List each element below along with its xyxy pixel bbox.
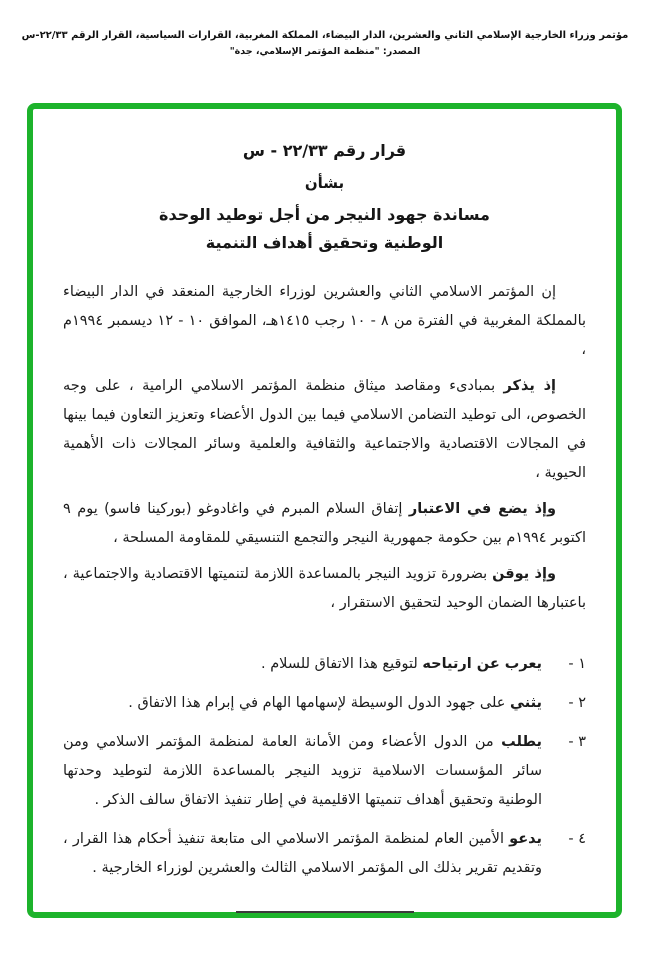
clause-text [63, 728, 542, 815]
paragraph-text: إن المؤتمر الاسلامي الثاني والعشرين لوزراء الخارجية المنعقد في الدار البيضاء بالمملكة المغربية في الفترة من ٨ - ١٠ رجب ١٤١٥هـ، الموافق ١٠ - ١٢ ديسمبر ١٩٩٤م ، [63, 284, 587, 358]
paragraph-text: بضرورة تزويد النيجر بالمساعدة اللازمة لتنميتها الاقتصادية والاجتماعية ، باعتبارها الضمان الوحيد لتحقيق الاستقرار ، [63, 566, 586, 611]
paragraph-text: إتفاق السلام المبرم في واغادوغو (بوركينا فاسو) يوم ٩ اكتوبر ١٩٩٤م بين حكومة جمهورية النيجر والتجمع التنسيقي للمقاومة المسلحة ، [63, 501, 586, 546]
paragraph-text: بمبادىء ومقاصد ميثاق منظمة المؤتمر الاسلامي الرامية ، على وجه الخصوص، الى توطيد التضامن الاسلامي فيما بين الدول الأعضاء وتعزيز التعاون فيما بينها في المجالات الاقتصادية والاجتماعية والثقافية والعلمية وسائر المجالات ذات الأهمية الحيوية ، [63, 378, 586, 481]
clause-item [63, 728, 586, 815]
clause-number: ٢ - [568, 695, 586, 711]
clause-item [63, 650, 586, 679]
clause-number: ٤ - [568, 831, 586, 847]
clause-body: الأمين العام لمنظمة المؤتمر الاسلامي الى متابعة تنفيذ أحكام هذا القرار ، وتقديم تقرير بذلك الى المؤتمر الاسلامي الثالث والعشرين لوزراء الخارجية . [63, 831, 542, 876]
preamble-paragraph [63, 560, 586, 618]
resolution-subject-label: بشأن [304, 174, 345, 192]
resolution-title-block [63, 141, 586, 252]
clause-body: من الدول الأعضاء ومن الأمانة العامة لمنظمة المؤتمر الاسلامي ومن سائر المؤسسات الاسلامية تزويد النيجر بالمساعدة اللازمة لتوطيد وحدتها الوطنية وتحقيق أهداف تنميتها الاقليمية في إطار تنفيذ الاتفاق سالف الذكر . [63, 734, 542, 808]
paragraph-lead: إذ يذكر [503, 378, 557, 394]
header-source-line: المصدر: "منظمة المؤتمر الإسلامي، جدة" [229, 46, 421, 57]
clause-text [63, 650, 542, 679]
resolution-content [33, 109, 616, 912]
document-source-header [0, 30, 650, 57]
clause-body: على جهود الدول الوسيطة لإسهامها الهام في إبرام هذا الاتفاق . [128, 695, 511, 711]
paragraph-lead: وإذ يضع في الاعتبار [408, 501, 556, 517]
clause-lead: يدعو [509, 831, 542, 847]
clause-body: لتوقيع هذا الاتفاق للسلام . [260, 656, 423, 672]
end-of-document-divider [236, 911, 414, 913]
paragraph-lead: وإذ يوقن [492, 566, 556, 582]
clause-number: ٣ - [568, 734, 586, 750]
resolution-preamble [63, 278, 586, 618]
resolution-number-title: قرار رقم ٢٢/٣٣ - س [242, 141, 407, 160]
clause-item [63, 825, 586, 883]
preamble-paragraph [63, 372, 586, 488]
preamble-paragraph [63, 278, 586, 365]
clause-lead: يثني [510, 695, 542, 711]
clause-lead: يعرب عن ارتياحه [422, 656, 542, 672]
resolution-operative-clauses [63, 650, 586, 883]
clause-item [63, 689, 586, 718]
clause-number: ١ - [568, 656, 586, 672]
resolution-subject-line1: مساندة جهود النيجر من أجل توطيد الوحدة [159, 205, 490, 224]
clause-text [63, 689, 542, 718]
header-citation-line: مؤتمر وزراء الخارجية الإسلامي الثاني والعشرين، الدار البيضاء، المملكة المغربية، القرارات السياسية، القرار الرقم ٢٢/٣٣-س [21, 30, 629, 41]
green-border-frame [27, 103, 622, 918]
clause-text [63, 825, 542, 883]
resolution-subject-line2: الوطنية وتحقيق أهداف التنمية [205, 233, 444, 252]
preamble-paragraph [63, 495, 586, 553]
clause-lead: يطلب [501, 734, 542, 750]
